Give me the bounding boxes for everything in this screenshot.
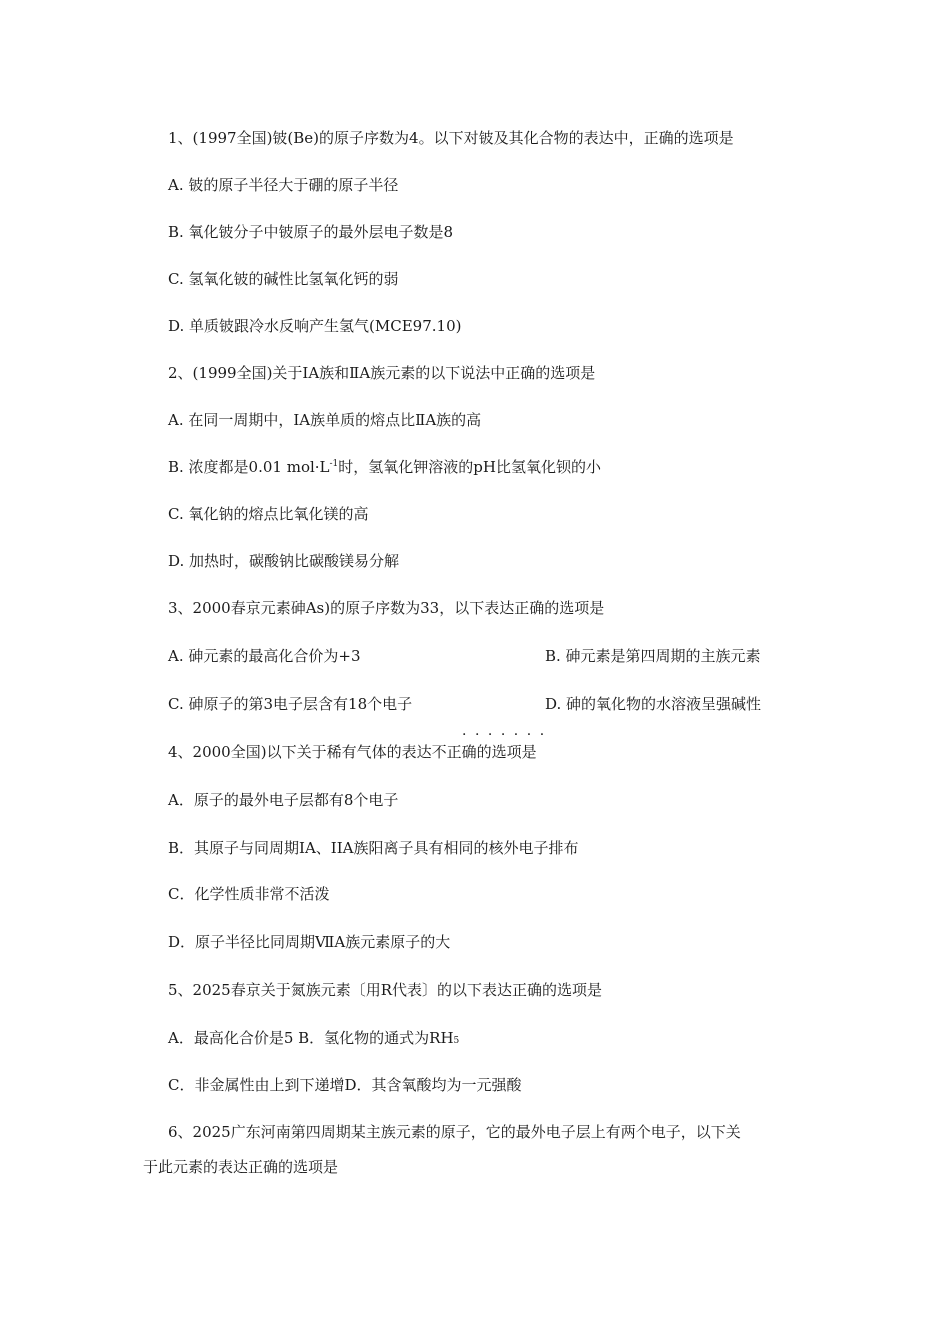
- q3-option-d: D. 砷的氧化物的水溶液呈强碱性: [545, 695, 762, 713]
- q3-option-c: C. 砷原子的第3电子层含有18个电子: [168, 695, 413, 713]
- q4-option-d: D．原子半径比同周期ⅦA族元素原子的大: [168, 933, 451, 951]
- q3-stem: 3、2000春京元素砷As)的原子序数为33，以下表达正确的选项是: [168, 599, 605, 617]
- q2-option-a: A. 在同一周期中，ⅠA族单质的熔点比ⅡA族的高: [168, 411, 482, 429]
- q1-stem: 1、(1997全国)铍(Be)的原子序数为4。以下对铍及其化合物的表达中，正确的选项是: [168, 129, 734, 147]
- q1-option-c: C. 氢氧化铍的碱性比氢氧化钙的弱: [168, 270, 399, 288]
- q1-option-a: A. 铍的原子半径大于硼的原子半径: [168, 176, 399, 194]
- q2-stem: 2、(1999全国)关于ⅠA族和ⅡA族元素的以下说法中正确的选项是: [168, 364, 596, 382]
- q4-option-a: A．原子的最外电子层都有8个电子: [168, 791, 399, 809]
- q1-option-d: D. 单质铍跟冷水反响产生氢气(MCE97.10): [168, 317, 462, 335]
- q4-option-c: C．化学性质非常不活泼: [168, 885, 330, 903]
- q6-stem-line-2: 于此元素的表达正确的选项是: [143, 1158, 339, 1176]
- q5-options-ab: [168, 1028, 459, 1048]
- q5-options-cd: C．非金属性由上到下递增D．其含氧酸均为一元强酸: [168, 1076, 522, 1094]
- q5-stem: 5、2025春京关于氮族元素〔用R代表〕的以下表达正确的选项是: [168, 981, 603, 999]
- q1-option-b: B. 氧化铍分子中铍原子的最外层电子数是8: [168, 223, 454, 241]
- q6-stem-line-1: 6、2025广东河南第四周期某主族元素的原子，它的最外电子层上有两个电子，以下关: [168, 1123, 741, 1141]
- emphasis-dots: ·······: [462, 727, 553, 743]
- q3-option-b: B. 砷元素是第四周期的主族元素: [545, 647, 761, 665]
- q2-option-b-text-end: 时，氢氧化钾溶液的pH比氢氧化钡的小: [338, 458, 601, 476]
- q2-option-c: C. 氧化钠的熔点比氧化镁的高: [168, 505, 369, 523]
- q5-options-ab-text: A．最高化合价是5 B．氢化物的通式为RH: [168, 1029, 454, 1047]
- q5-subscript: 5: [453, 1036, 460, 1046]
- q2-option-b: [168, 457, 601, 477]
- q3-option-a: A. 砷元素的最高化合价为+3: [168, 647, 361, 665]
- q4-stem: 4、2000全国)以下关于稀有气体的表达不正确的选项是: [168, 743, 537, 761]
- q2-option-b-superscript: -1: [329, 459, 339, 469]
- q4-option-b: B．其原子与同周期IA、IIA族阳离子具有相同的核外电子排布: [168, 839, 579, 857]
- q2-option-b-text: B. 浓度都是0.01 mol·L: [168, 458, 330, 476]
- q2-option-d: D. 加热时，碳酸钠比碳酸镁易分解: [168, 552, 400, 570]
